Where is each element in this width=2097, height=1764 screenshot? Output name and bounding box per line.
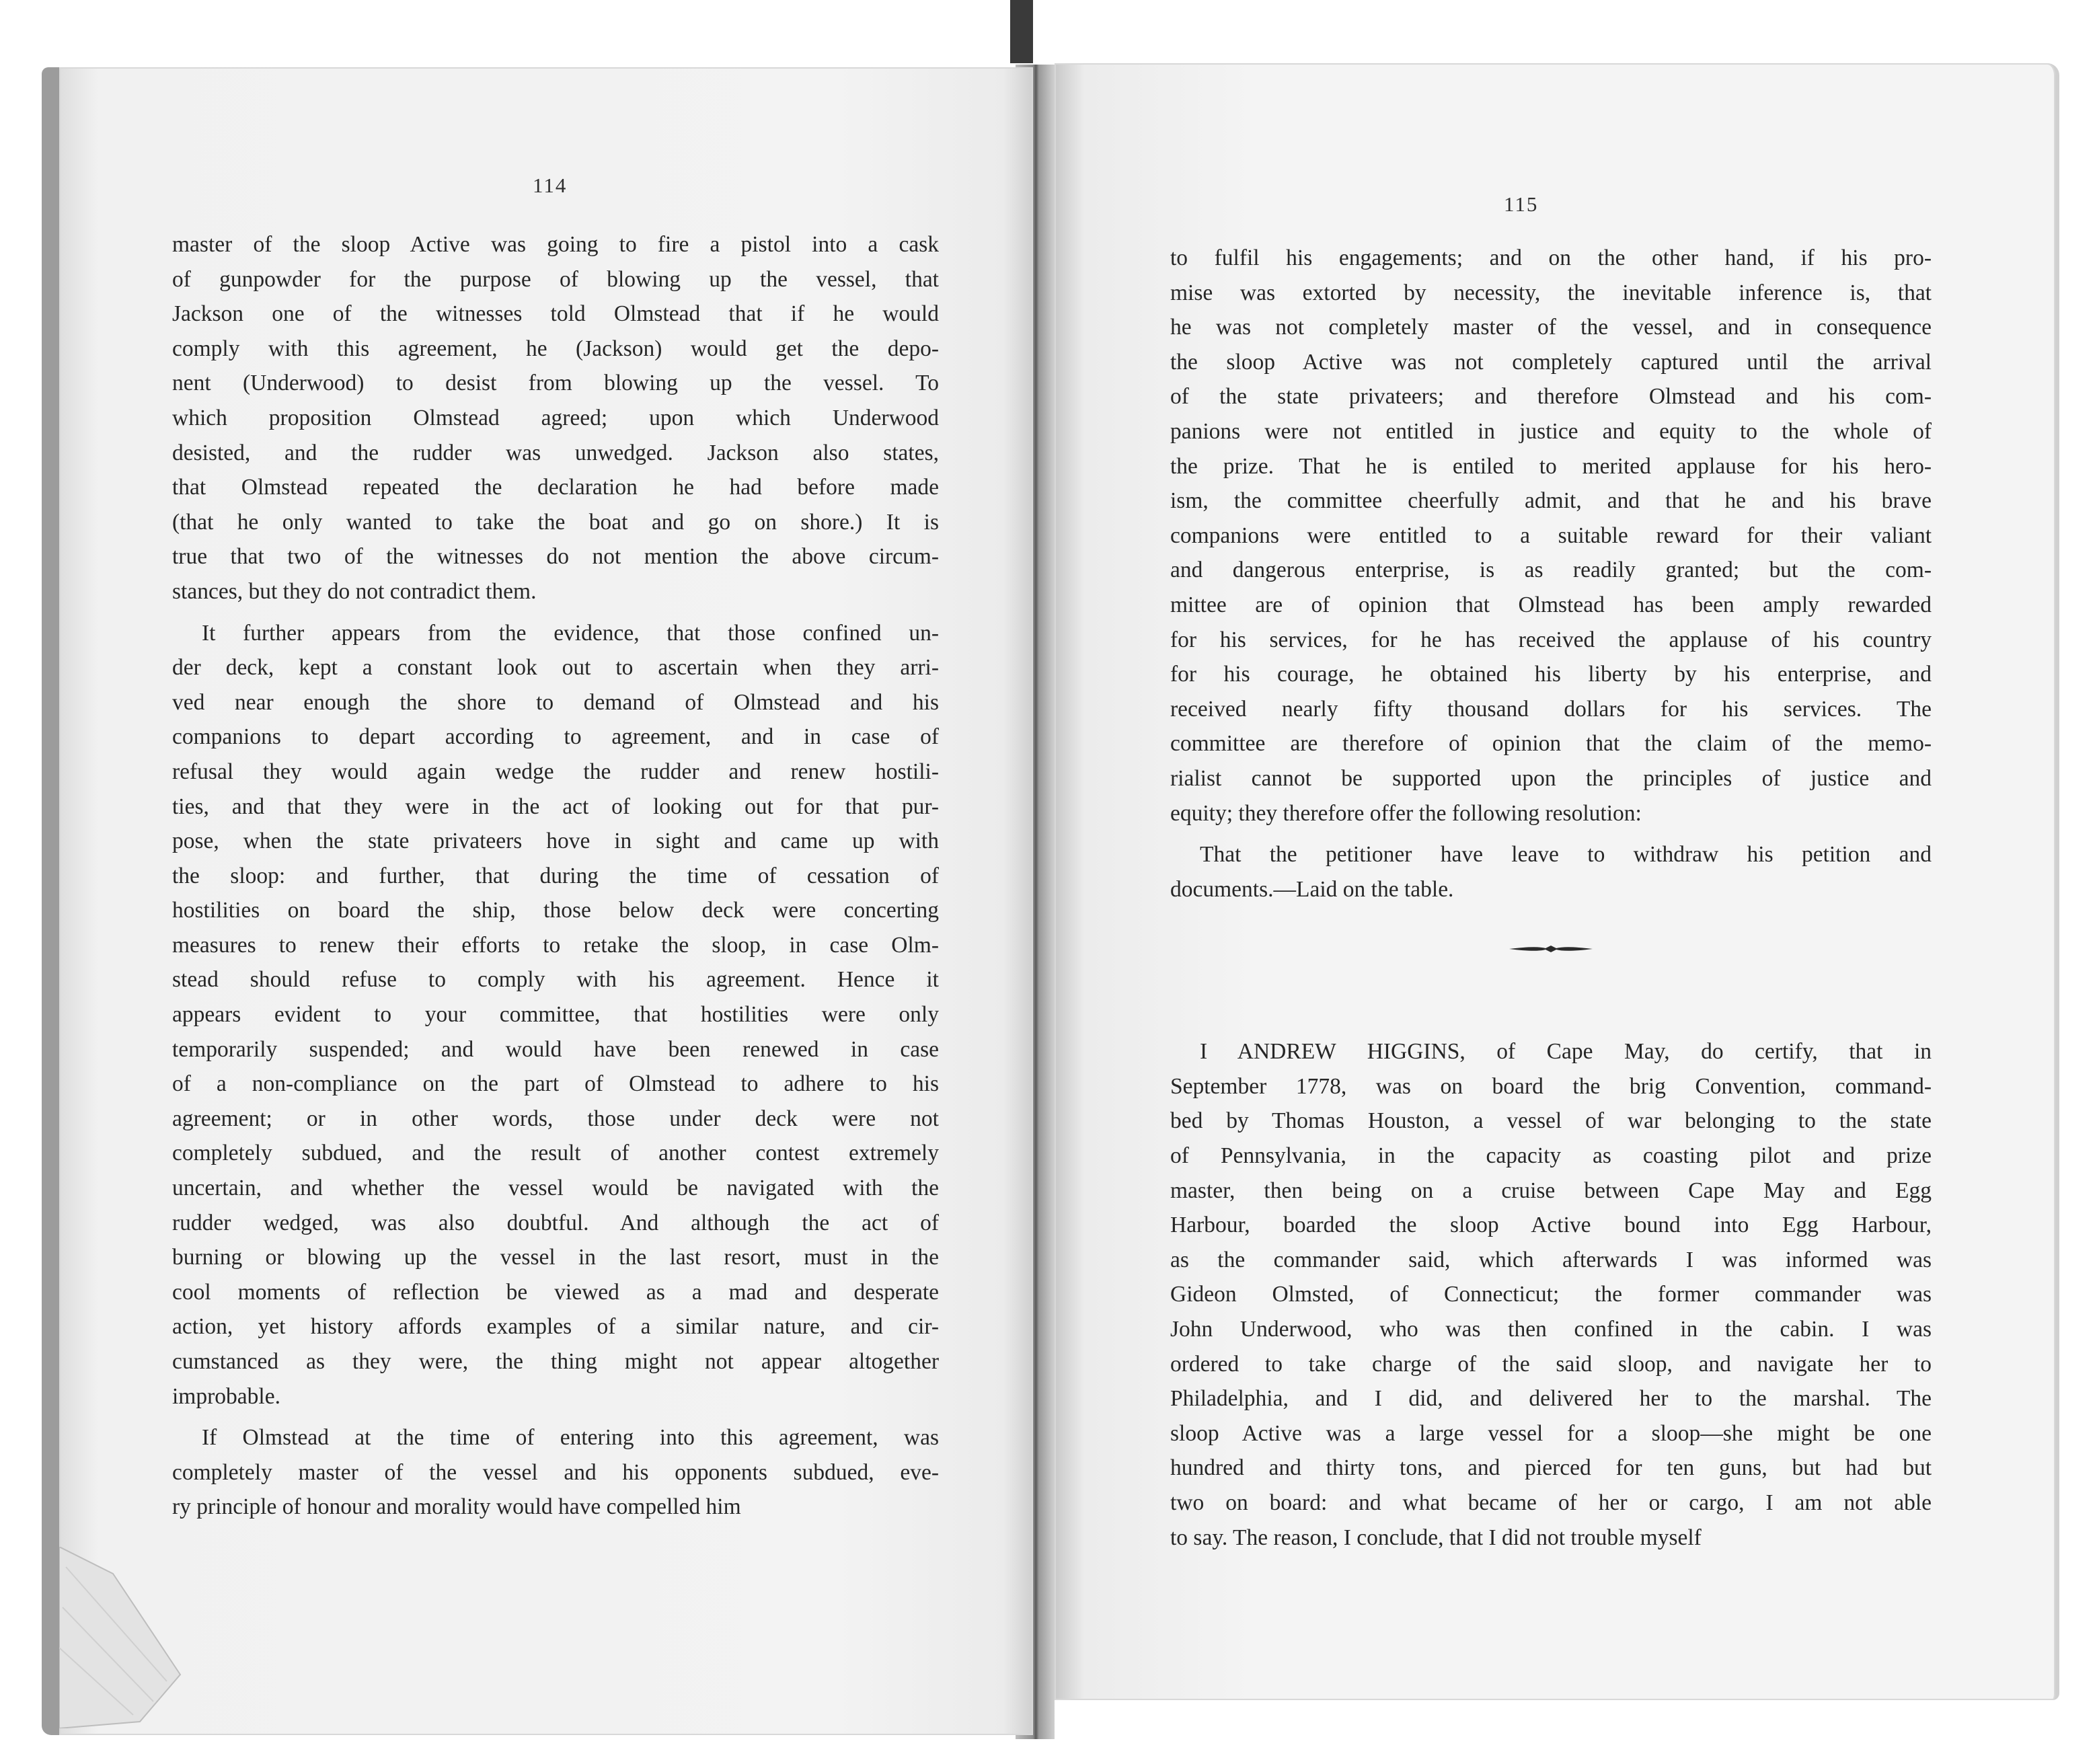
text-line: desisted, and the rudder was unwedged. Jackson also states,	[172, 440, 939, 465]
text-line: der deck, kept a constant look out to ascertain when they arri-	[172, 655, 939, 681]
text-line: companions to depart according to agreement, and in case of	[172, 724, 939, 750]
paragraph	[172, 616, 939, 1414]
text-line: documents.—Laid on the table.	[1170, 876, 1454, 902]
text-line: uncertain, and whether the vessel would be navigated with the	[172, 1176, 939, 1201]
text-line: master, then being on a cruise between Cape May and Egg	[1170, 1178, 1932, 1203]
text-line: Gideon Olmsted, of Connecticut; the former commander was	[1170, 1282, 1932, 1307]
paragraph	[1170, 1034, 1932, 1555]
text-line: improbable.	[172, 1383, 280, 1409]
left-page	[42, 67, 1033, 1735]
text-line: stances, but they do not contradict them.	[172, 578, 537, 604]
paragraph-gap	[172, 1414, 939, 1420]
paragraph	[172, 227, 939, 609]
text-line: to fulfil his engagements; and on the other hand, if his pro-	[1170, 245, 1932, 270]
text-line: of the state privateers; and therefore Olmstead and his com-	[1170, 384, 1932, 410]
text-line: master of the sloop Active was going to fire a pistol into a cask	[172, 232, 939, 257]
text-line: cool moments of reflection be viewed as a mad and desperate	[172, 1279, 939, 1305]
text-line: burning or blowing up the vessel in the last resort, must in the	[172, 1245, 939, 1270]
text-line: ordered to take charge of the said sloop, and navigate her to	[1170, 1351, 1932, 1377]
text-line: It further appears from the evidence, that those confined un-	[202, 620, 939, 646]
text-line: rudder wedged, was also doubtful. And although the act of	[172, 1210, 939, 1235]
left-page-text	[172, 227, 939, 1525]
text-line: completely subdued, and the result of another contest extremely	[172, 1141, 939, 1166]
text-line: of Pennsylvania, in the capacity as coasting pilot and prize	[1170, 1143, 1932, 1169]
text-line: companions were entitled to a suitable reward for their valiant	[1170, 523, 1932, 548]
text-line: appears evident to your committee, that hostilities were only	[172, 1002, 939, 1028]
text-line: Jackson one of the witnesses told Olmstead that if he would	[172, 301, 939, 327]
text-line: for his services, for he has received the applause of his country	[1170, 627, 1932, 652]
text-line: action, yet history affords examples of a similar nature, and cir-	[172, 1314, 939, 1340]
dog-ear-fold	[59, 1547, 187, 1728]
text-line: for his courage, he obtained his liberty by his enterprise, and	[1170, 662, 1932, 687]
text-line: Harbour, boarded the sloop Active bound into Egg Harbour,	[1170, 1213, 1932, 1238]
text-line: of a non-compliance on the part of Olmstead to adhere to his	[172, 1071, 939, 1097]
text-line: ved near enough the shore to demand of Olmstead and his	[172, 689, 939, 715]
right-page-text	[1170, 241, 1932, 1555]
text-line: which proposition Olmstead agreed; upon which Underwood	[172, 405, 939, 430]
text-line: to say. The reason, I conclude, that I did not trouble myself	[1170, 1525, 1702, 1550]
text-line: bed by Thomas Houston, a vessel of war belonging to the state	[1170, 1108, 1932, 1134]
text-line: comply with this agreement, he (Jackson) would get the depo-	[172, 336, 939, 361]
text-line: hostilities on board the ship, those below deck were concerting	[172, 898, 939, 923]
text-line: the sloop: and further, that during the time of cessation of	[172, 863, 939, 888]
text-line: and dangerous enterprise, is as readily granted; but the com-	[1170, 558, 1932, 583]
text-line: he was not completely master of the vessel, and in consequence	[1170, 315, 1932, 340]
text-line: pose, when the state privateers hove in sight and came up with	[172, 829, 939, 854]
paragraph	[172, 1420, 939, 1525]
page-number-left: 114	[533, 174, 568, 197]
text-line: ry principle of honour and morality would have compelled him	[172, 1494, 741, 1520]
text-line: September 1778, was on board the brig Convention, command-	[1170, 1073, 1932, 1099]
text-line: that Olmstead repeated the declaration he had before made	[172, 475, 939, 500]
text-line: equity; they therefore offer the following resolution:	[1170, 800, 1642, 826]
text-line: mise was extorted by necessity, the inevitable inference is, that	[1170, 280, 1932, 305]
paragraph	[1170, 837, 1932, 907]
paragraph-gap	[172, 609, 939, 616]
text-line: ism, the committee cheerfully admit, and that he and his brave	[1170, 488, 1932, 514]
text-line: That the petitioner have leave to withdraw his petition and	[1200, 842, 1932, 868]
section-divider-ornament	[1509, 944, 1593, 954]
text-line: Philadelphia, and I did, and delivered her to the marshal. The	[1170, 1386, 1932, 1412]
text-line: measures to renew their efforts to retake the sloop, in case Olm-	[172, 932, 939, 958]
right-page	[1055, 63, 2059, 1700]
text-line: If Olmstead at the time of entering into this agreement, was	[202, 1425, 939, 1451]
text-line: cumstanced as they were, the thing might not appear altogether	[172, 1349, 939, 1374]
text-line: completely master of the vessel and his opponents subdued, eve-	[172, 1459, 939, 1485]
text-line: nent (Underwood) to desist from blowing up the vessel. To	[172, 371, 939, 396]
text-line: I ANDREW HIGGINS, of Cape May, do certify, that in	[1200, 1039, 1932, 1065]
text-line: as the commander said, which afterwards I was informed was	[1170, 1247, 1932, 1272]
text-line: stead should refuse to comply with his agreement. Hence it	[172, 967, 939, 993]
text-line: John Underwood, who was then confined in the cabin. I was	[1170, 1317, 1932, 1342]
text-line: the sloop Active was not completely captured until the arrival	[1170, 349, 1932, 375]
text-line: sloop Active was a large vessel for a sloop—she might be one	[1170, 1420, 1932, 1446]
text-line: agreement; or in other words, those under deck were not	[172, 1106, 939, 1131]
page-number-right: 115	[1504, 192, 1539, 216]
text-line: two on board: and what became of her or cargo, I am not able	[1170, 1490, 1932, 1515]
text-line: true that two of the witnesses do not mention the above circum-	[172, 544, 939, 570]
text-line: hundred and thirty tons, and pierced for ten guns, but had but	[1170, 1455, 1932, 1481]
text-line: the prize. That he is entiled to merited applause for his hero-	[1170, 453, 1932, 479]
paragraph	[1170, 241, 1932, 831]
text-line: ties, and that they were in the act of looking out for that pur-	[172, 794, 939, 819]
text-line: (that he only wanted to take the boat and go on shore.) It is	[172, 509, 939, 535]
text-line: received nearly fifty thousand dollars for his services. The	[1170, 696, 1932, 722]
text-line: panions were not entitled in justice and equity to the whole of	[1170, 418, 1932, 444]
text-line: of gunpowder for the purpose of blowing up the vessel, that	[172, 266, 939, 292]
text-line: committee are therefore of opinion that the claim of the memo-	[1170, 731, 1932, 757]
text-line: refusal they would again wedge the rudder and renew hostili-	[172, 759, 939, 784]
paragraph-gap	[1170, 907, 1932, 1034]
text-line: rialist cannot be supported upon the principles of justice and	[1170, 765, 1932, 791]
text-line: temporarily suspended; and would have been renewed in case	[172, 1036, 939, 1062]
paragraph-gap	[1170, 831, 1932, 837]
text-line: mittee are of opinion that Olmstead has been amply rewarded	[1170, 592, 1932, 617]
binding-tape	[1010, 0, 1033, 63]
